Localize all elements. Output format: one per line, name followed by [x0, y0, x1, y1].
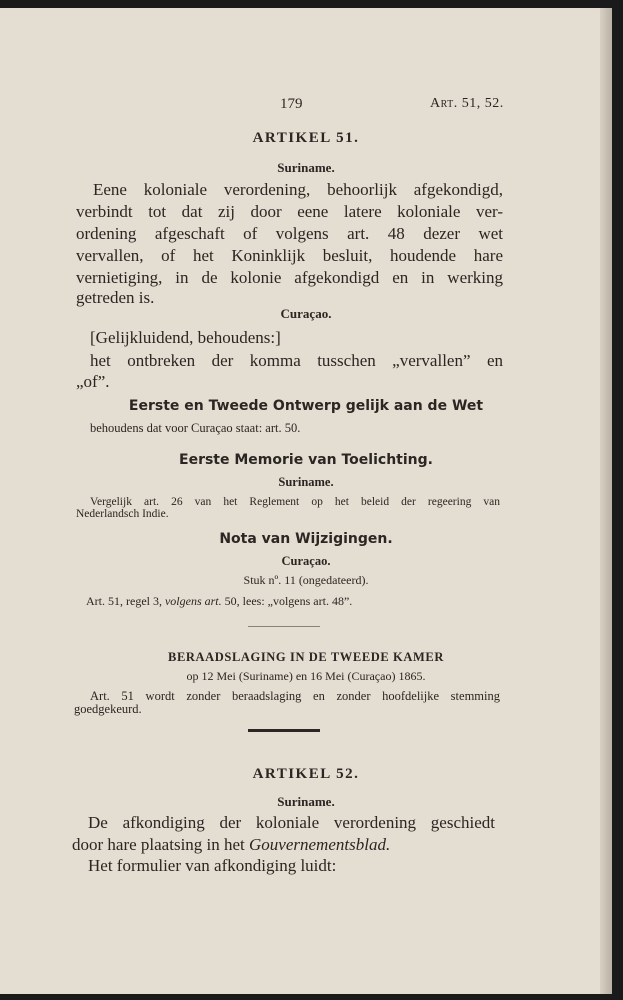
book-page	[0, 8, 612, 994]
beraadslaging-line: goedgekeurd.	[74, 702, 142, 716]
paragraph-line: vernietiging, in de kolonie afgekondigd en in werking	[76, 268, 503, 287]
art51-curacao-heading: Curaçao.	[280, 306, 332, 321]
memorie-heading: Eerste Memorie van Toelichting.	[179, 452, 433, 468]
paragraph-line: vervallen, of het Koninklijk besluit, houdende hare	[76, 246, 503, 265]
memorie-line: Nederlandsch Indie.	[76, 508, 169, 520]
art52-line	[72, 835, 390, 855]
nota-stuk: Stuk nº. 11 (ongedateerd).	[243, 573, 369, 587]
nota-heading: Nota van Wijzigingen.	[219, 531, 393, 547]
nota-correction	[86, 594, 352, 609]
memorie-subheading: Suriname.	[278, 475, 334, 489]
paragraph-line: verbindt tot dat zij door eene latere koloniale ver-	[76, 202, 503, 221]
ontwerp-text: behoudens dat voor Curaçao staat: art. 50.	[90, 421, 301, 435]
memorie-line: Vergelijk art. 26 van het Reglement op het beleid der regeering van	[90, 496, 500, 508]
paragraph-line: het ontbreken der komma tusschen „vervallen” en	[90, 351, 503, 370]
correction-suffix: 50, lees: „volgens art. 48”.	[224, 594, 353, 608]
gouvernementsblad-italic: Gouvernementsblad.	[249, 835, 391, 854]
running-head: Art. 51, 52.	[430, 96, 504, 111]
paragraph-line: Eene koloniale verordening, behoorlijk afgekondigd,	[93, 180, 503, 199]
beraadslaging-date: op 12 Mei (Suriname) en 16 Mei (Curaçao) 1865.	[186, 669, 426, 683]
art52-line: De afkondiging der koloniale verordening geschiedt	[88, 813, 495, 832]
correction-italic: volgens art.	[164, 594, 222, 608]
page-spine-shadow	[600, 8, 612, 994]
correction-prefix: Art. 51, regel 3,	[86, 594, 162, 608]
art52-title: ARTIKEL 52.	[252, 766, 360, 782]
art52-heading: Suriname.	[277, 794, 335, 809]
art51-title: ARTIKEL 51.	[252, 130, 360, 146]
beraadslaging-line: Art. 51 wordt zonder beraadslaging en zonder hoofdelijke stemming	[90, 689, 500, 703]
paragraph-line: ordening afgeschaft of volgens art. 48 dezer wet	[76, 224, 503, 243]
art52-line2-text: door hare plaatsing in het	[72, 835, 245, 854]
paragraph-line: [Gelijkluidend, behoudens:]	[90, 328, 281, 347]
ontwerp-heading: Eerste en Tweede Ontwerp gelijk aan de Wet	[128, 398, 484, 414]
paragraph-line: „of”.	[76, 372, 110, 391]
beraadslaging-heading: BERAADSLAGING IN DE TWEEDE KAMER	[168, 650, 444, 664]
page-number: 179	[280, 96, 303, 112]
art52-line: Het formulier van afkondiging luidt:	[88, 856, 337, 875]
section-divider-thin	[248, 626, 320, 627]
art51-suriname-heading: Suriname.	[277, 160, 335, 175]
section-divider-thick	[248, 729, 320, 732]
nota-subheading: Curaçao.	[281, 554, 331, 568]
paragraph-line: getreden is.	[76, 288, 155, 307]
